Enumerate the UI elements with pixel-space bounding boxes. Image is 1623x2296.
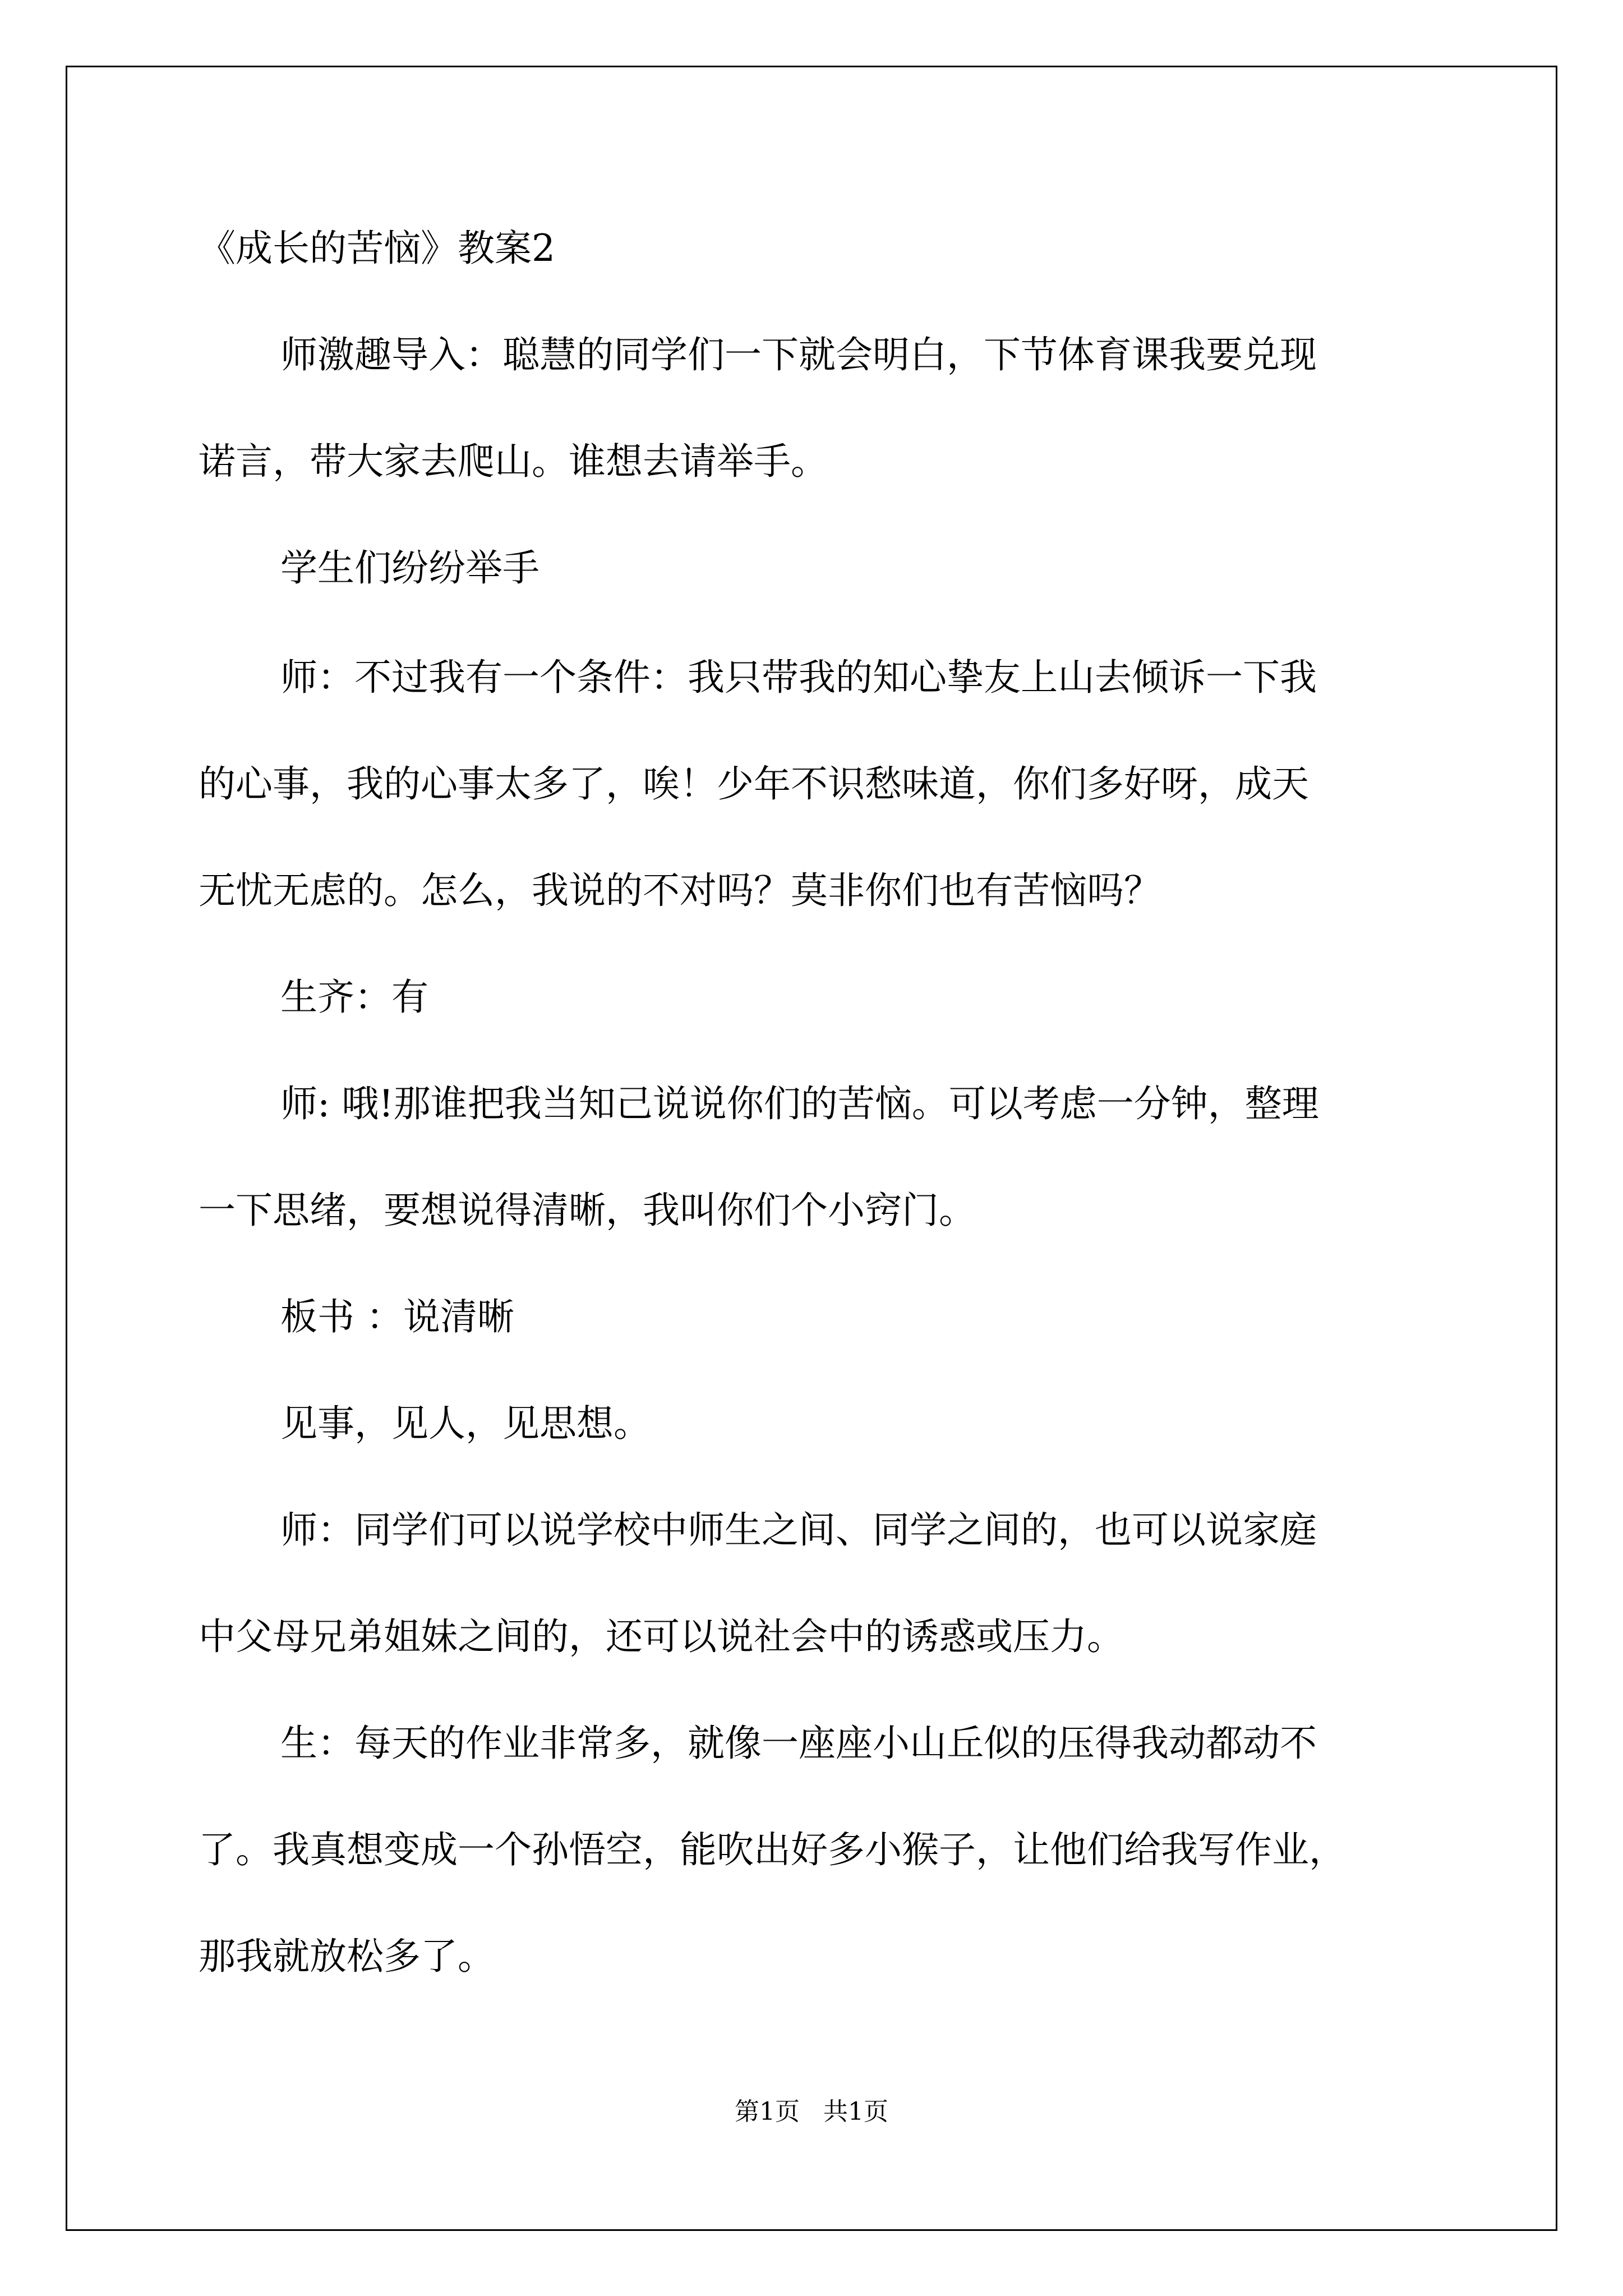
page-border <box>66 66 1557 2231</box>
paragraph-line: 师：不过我有一个条件：我只带我的知心挚友上山去倾诉一下我 <box>280 656 1317 699</box>
document-title: 《成长的苦恼》教案2 <box>199 227 555 270</box>
paragraph-line: 那我就放松多了。 <box>199 1935 495 1978</box>
page-number-footer: 第1页 共1页 <box>735 2097 888 2126</box>
paragraph-line: 中父母兄弟姐妹之间的，还可以说社会中的诱惑或压力。 <box>199 1615 1124 1658</box>
paragraph-line: 无忧无虑的。怎么，我说的不对吗？莫非你们也有苦恼吗？ <box>199 869 1161 912</box>
paragraph-line: 板书 ：说清晰 <box>280 1295 514 1338</box>
paragraph-line: 一下思绪，要想说得清晰，我叫你们个小窍门。 <box>199 1189 976 1232</box>
paragraph-line: 的心事，我的心事太多了，唉！少年不识愁味道，你们多好呀，成天 <box>199 762 1309 806</box>
paragraph-line: 诺言，带大家去爬山。谁想去请举手。 <box>199 440 828 483</box>
paragraph-line: 生：每天的作业非常多，就像一座座小山丘似的压得我动都动不 <box>280 1722 1317 1765</box>
paragraph-line: 师: 哦!那谁把我当知己说说你们的苦恼。可以考虑一分钟，整理 <box>280 1082 1319 1125</box>
paragraph-line: 了。我真想变成一个孙悟空，能吹出好多小猴子，让他们给我写作业， <box>199 1828 1346 1871</box>
paragraph-line: 学生们纷纷举手 <box>280 546 540 590</box>
paragraph-line: 生齐：有 <box>280 976 428 1019</box>
paragraph-line: 师激趣导入：聪慧的同学们一下就会明白，下节体育课我要兑现 <box>280 333 1317 376</box>
paragraph-line: 见事，见人，见思想。 <box>280 1402 651 1445</box>
paragraph-line: 师：同学们可以说学校中师生之间、同学之间的，也可以说家庭 <box>280 1508 1317 1552</box>
